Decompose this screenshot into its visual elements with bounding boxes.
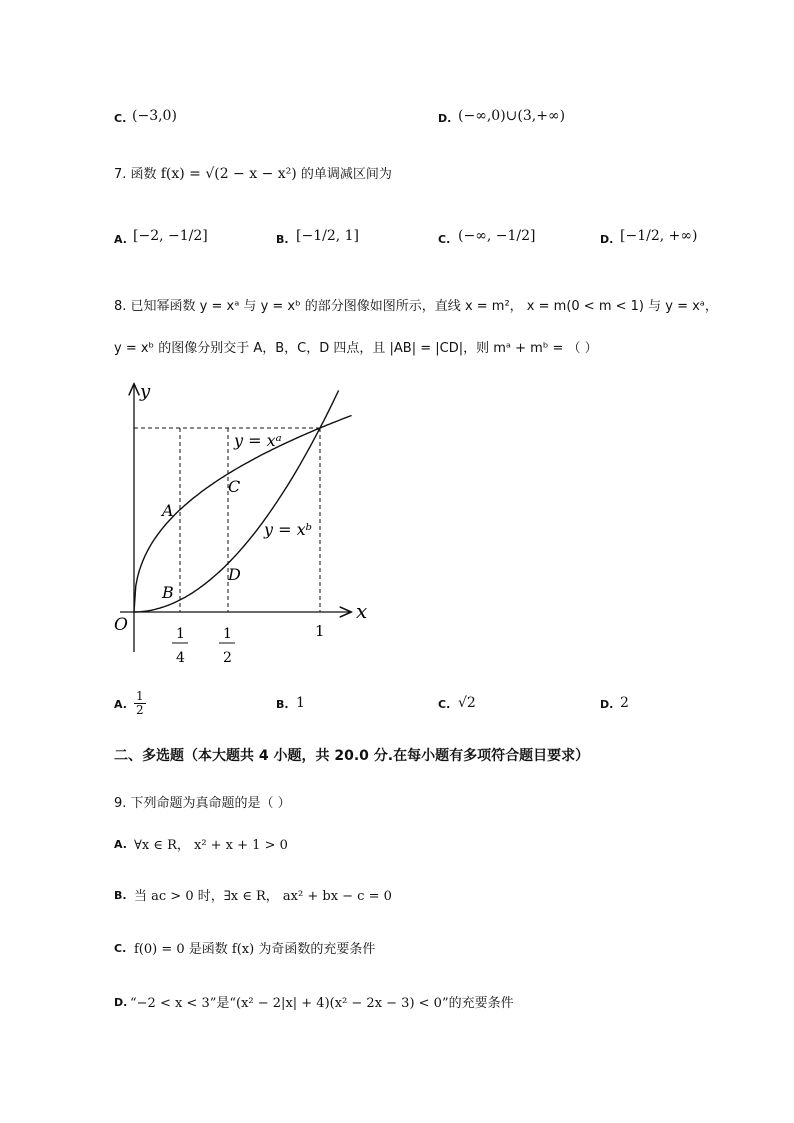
option-text: (−∞, −1/2] xyxy=(458,228,536,244)
option-label: D. xyxy=(600,233,614,246)
point-b-label: B xyxy=(162,583,174,602)
stem-suffix: 的单调减区间为 xyxy=(300,167,392,182)
tick-one: 1 xyxy=(315,622,325,640)
option-text: ∀x ∈ R， x² + x + 1 > 0 xyxy=(134,838,288,853)
point-d-label: D xyxy=(228,565,241,584)
option-label: C. xyxy=(114,942,127,955)
option-label: D. xyxy=(438,112,452,125)
option-text: 2 xyxy=(620,695,629,711)
question-9-stem: 9. 下列命题为真命题的是（ ） xyxy=(114,796,291,811)
point-a-label: A xyxy=(162,501,174,520)
option-text: f(0) = 0 是函数 f(x) 为奇函数的充要条件 xyxy=(134,942,376,957)
option-text: [−1/2, +∞) xyxy=(620,228,698,244)
curve-a-label: y = xᵃ xyxy=(234,431,282,450)
option-text: 当 ac > 0 时，∃x ∈ R， ax² + bx − c = 0 xyxy=(134,889,392,904)
option-label: C. xyxy=(438,233,451,246)
point-c-label: C xyxy=(228,477,241,496)
option-text: [−2, −1/2] xyxy=(133,228,208,244)
option-text: 1 xyxy=(296,695,305,711)
option-label: A. xyxy=(114,838,127,851)
stem-math: f(x) = √(2 − x − x²) xyxy=(160,166,297,182)
tick-quarter-num: 1 xyxy=(176,626,185,642)
option-label: B. xyxy=(276,698,289,711)
option-text: “−2 < x < 3”是“(x² − 2|x| + 4)(x² − 2x − 3) < 0”的充要条件 xyxy=(130,996,514,1011)
tick-half-den: 2 xyxy=(223,650,232,666)
option-label: C. xyxy=(438,698,451,711)
option-text: [−1/2, 1] xyxy=(296,228,359,244)
option-text: √2 xyxy=(458,695,476,711)
y-axis-label: y xyxy=(140,381,151,402)
option-text: (−3,0) xyxy=(132,108,177,124)
question-8-line1: 8. 已知幂函数 y = xᵃ 与 y = xᵇ 的部分图像如图所示，直线 x = m²， x = m(0 < m < 1) 与 y = xᵃ， xyxy=(114,299,718,314)
option-label: A. xyxy=(114,698,127,711)
tick-quarter-den: 4 xyxy=(176,650,185,666)
curve-b-label: y = xᵇ xyxy=(264,520,313,539)
option-label: C. xyxy=(114,112,127,125)
option-text: (−∞,0)∪(3,+∞) xyxy=(458,108,566,124)
option-label: B. xyxy=(114,889,127,902)
stem-prefix: 7. 函数 xyxy=(114,167,157,182)
origin-label: O xyxy=(114,615,128,635)
option-label: D. xyxy=(600,698,614,711)
option-label: A. xyxy=(114,233,127,246)
x-axis-label: x xyxy=(356,599,368,623)
question-8-line2: y = xᵇ 的图像分别交于 A，B，C，D 四点，且 |AB| = |CD|，则 mᵃ + mᵇ = （ ） xyxy=(114,341,598,356)
option-a-fraction: $\frac{1}{2}$ xyxy=(136,689,144,717)
section-title: 二、多选题（本大题共 4 小题，共 20.0 分.在每小题有多项符合题目要求） xyxy=(114,748,590,764)
tick-half-num: 1 xyxy=(223,626,232,642)
option-label: B. xyxy=(276,233,289,246)
option-label: D. xyxy=(114,996,128,1009)
